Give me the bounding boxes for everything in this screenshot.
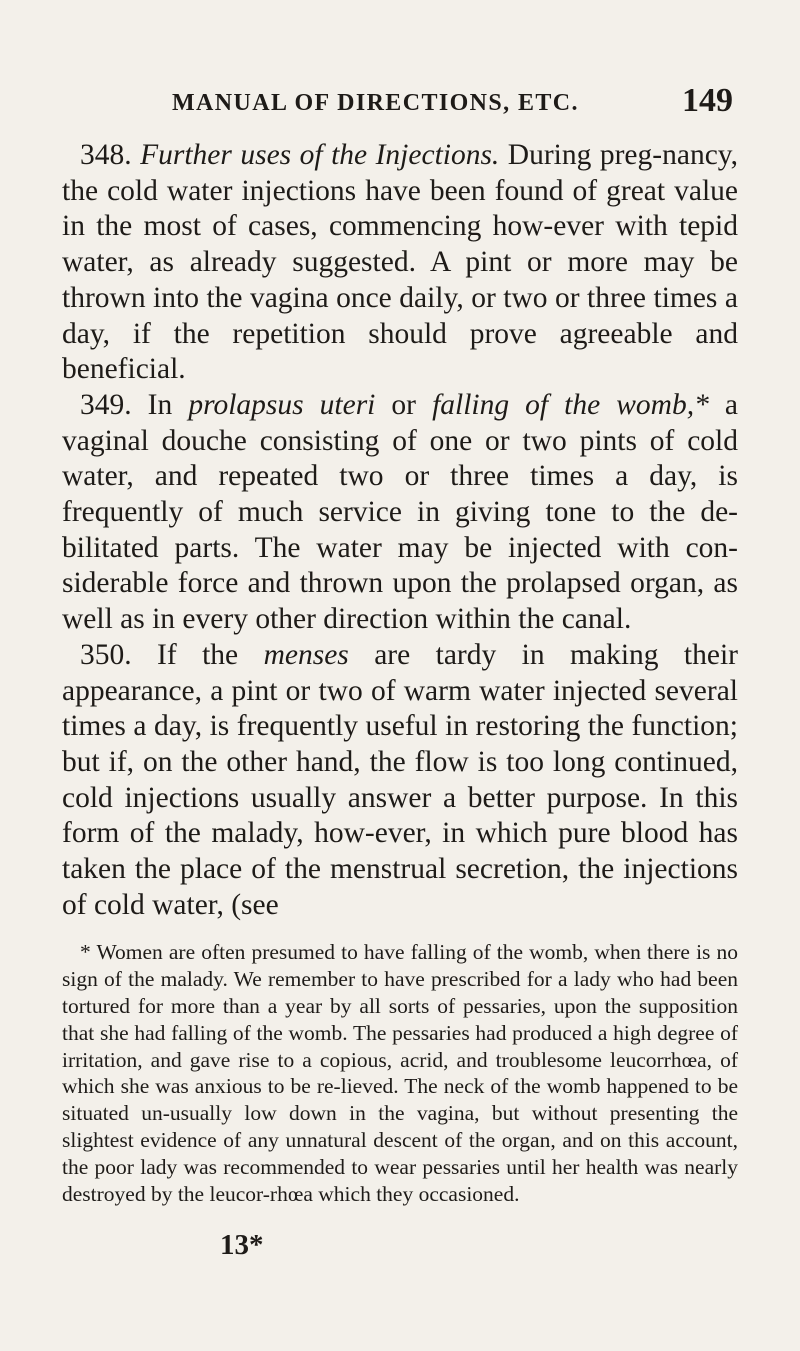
- paragraph-heading: Further uses of the Injections.: [140, 139, 500, 171]
- paragraph-lead: In: [131, 388, 189, 421]
- footnote: * Women are often presumed to have falling of the womb, when there is no sign of the malady. We remember to have prescribed for a lady who had been tortured for more than a year by all sorts of pessaries, upon the supposition that she had falling of the womb. The pessaries had produced a high degree of irritation, and gave rise to a copious, acrid, and troublesome leucorrhœa, of which she was anxious to be re-lieved. The neck of the womb happened to be situated un-usually low down in the vagina, but without presenting the slightest evidence of any unnatural descent of the organ, and on this account, the poor lady was recommended to wear pessaries until her health was nearly destroyed by the leucor-rhœa which they occasioned.: [62, 940, 738, 1206]
- paragraph-text: a vaginal douche consisting of one or two pints of cold water, and repeated two or three times a day, is frequently of much service in giving tone to the de-bilitated parts. The water may be injected with con-siderable force and thrown upon the prolapsed organ, as well as in every other direction within the canal.: [62, 388, 739, 636]
- paragraph-text: are tardy in making their appearance, a pint or two of warm water injected several times a day, is frequently useful in restoring the function; but if, on the other hand, the flow is too long continued, cold injections usually answer a better purpose. In this form of the malady, how-ever, in which pure blood has taken the place of the menstrual secretion, the injections of cold water, (see: [62, 638, 738, 921]
- paragraph-text: During preg-nancy, the cold water injections have been found of great value in the most of cases, commencing how-ever with tepid water, as already suggested. A pint or more may be thrown into the vagina once daily, or two or three times a day, if the repetition should prove agreeable and beneficial.: [62, 139, 738, 386]
- signature-mark: 13*: [220, 1228, 264, 1261]
- paragraph-number: 349.: [80, 388, 132, 421]
- paragraph-348: [62, 138, 738, 388]
- running-title: MANUAL OF DIRECTIONS, ETC.: [172, 90, 579, 116]
- running-head: [62, 82, 738, 126]
- page-number: 149: [682, 82, 733, 119]
- paragraph-connector: or: [375, 388, 433, 421]
- paragraph-number: 348.: [80, 139, 132, 171]
- paragraph-lead: If the: [131, 638, 264, 671]
- term-prolapsus-uteri: prolapsus uteri: [188, 388, 376, 421]
- term-falling-of-womb: falling of the womb,*: [432, 388, 709, 421]
- paragraph-350: [62, 638, 738, 924]
- paragraph-number: 350.: [80, 638, 132, 671]
- paragraph-349: [62, 388, 738, 638]
- term-menses: menses: [263, 638, 349, 671]
